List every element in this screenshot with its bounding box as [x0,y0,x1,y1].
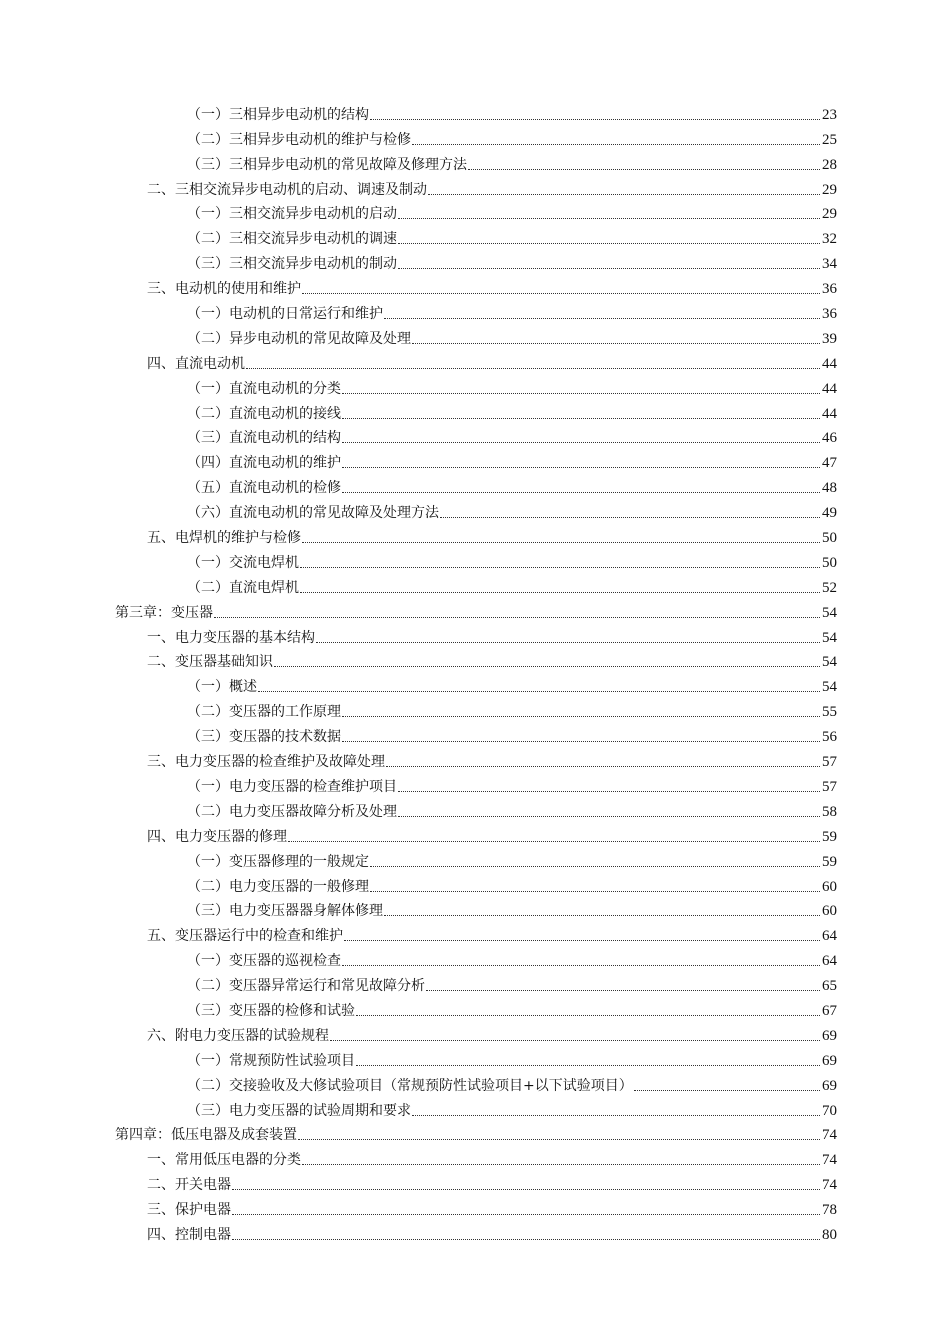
toc-entry-title: （一）三相交流异步电动机的启动 [187,206,397,223]
toc-entry-title: （三）变压器的技术数据 [187,729,341,746]
dot-leader [370,866,820,867]
toc-entry-page-number: 80 [822,1226,837,1243]
dot-leader [232,1239,820,1240]
toc-entry-page-number: 69 [822,1077,837,1094]
dot-leader [398,243,820,244]
toc-entry-title: （三）电力变压器的试验周期和要求 [187,1102,411,1119]
toc-entry-page-number: 44 [822,380,837,397]
toc-entry[interactable] [0,797,837,822]
toc-entry[interactable] [0,1021,837,1046]
toc-entry-title: 四、控制电器 [147,1226,231,1243]
toc-entry[interactable] [0,772,837,797]
toc-entry-page-number: 57 [822,778,837,795]
dot-leader [302,293,820,294]
toc-entry[interactable] [0,175,837,200]
toc-entry[interactable] [0,548,837,573]
toc-entry-page-number: 65 [822,978,837,995]
toc-entry[interactable] [0,349,837,374]
toc-entry-title: （一）三相异步电动机的结构 [187,106,369,123]
toc-entry-title: 二、变压器基础知识 [147,654,273,671]
dot-leader [356,1065,820,1066]
toc-entry-page-number: 58 [822,803,837,820]
toc-entry-page-number: 56 [822,729,837,746]
toc-entry-page-number: 23 [822,106,837,123]
toc-entry-title: 二、开关电器 [147,1177,231,1194]
toc-entry-page-number: 60 [822,878,837,895]
dot-leader [298,1139,820,1140]
toc-entry[interactable] [0,996,837,1021]
toc-entry-title: （二）三相交流异步电动机的调速 [187,231,397,248]
dot-leader [288,841,820,842]
toc-entry-page-number: 59 [822,828,837,845]
toc-entry-title: 二、三相交流异步电动机的启动、调速及制动 [147,181,427,198]
dot-leader [300,567,820,568]
toc-entry-title: （一）概述 [187,679,257,696]
toc-entry-page-number: 57 [822,754,837,771]
toc-entry-page-number: 28 [822,156,837,173]
toc-entry-page-number: 36 [822,306,837,323]
dot-leader [370,891,820,892]
dot-leader [342,442,820,443]
toc-entry[interactable] [0,299,837,324]
toc-entry-title: （三）三相交流异步电动机的制动 [187,256,397,273]
toc-entry-page-number: 54 [822,604,837,621]
dot-leader [412,343,820,344]
toc-entry[interactable] [0,523,837,548]
dot-leader [258,691,820,692]
toc-entry[interactable] [0,1170,837,1195]
toc-entry-title: （三）三相异步电动机的常见故障及修理方法 [187,156,467,173]
toc-entry[interactable] [0,100,837,125]
toc-entry-page-number: 69 [822,1052,837,1069]
dot-leader [342,716,820,717]
toc-entry[interactable] [0,200,837,225]
dot-leader [316,642,820,643]
toc-entry-title: 一、电力变压器的基本结构 [147,629,315,646]
toc-entry[interactable] [0,697,837,722]
toc-entry[interactable] [0,125,837,150]
toc-entry-title: 四、直流电动机 [147,355,245,372]
toc-entry-title: （三）直流电动机的结构 [187,430,341,447]
toc-entry-title: （一）电动机的日常运行和维护 [187,306,383,323]
dot-leader [440,517,820,518]
toc-entry-title: 五、变压器运行中的检查和维护 [147,928,343,945]
toc-entry-page-number: 78 [822,1202,837,1219]
toc-entry-title: （一）交流电焊机 [187,554,299,571]
toc-entry-title: （六）直流电动机的常见故障及处理方法 [187,505,439,522]
dot-leader [386,766,820,767]
toc-entry[interactable] [0,1121,837,1146]
toc-entry[interactable] [0,424,837,449]
dot-leader [274,666,820,667]
toc-entry[interactable] [0,897,837,922]
toc-entry-page-number: 64 [822,953,837,970]
toc-entry-page-number: 60 [822,903,837,920]
toc-entry[interactable] [0,1195,837,1220]
toc-entry[interactable] [0,722,837,747]
toc-entry-page-number: 74 [822,1152,837,1169]
dot-leader [232,1189,820,1190]
toc-entry-title: （三）变压器的检修和试验 [187,1002,355,1019]
toc-entry-page-number: 70 [822,1102,837,1119]
toc-entry-title: 六、附电力变压器的试验规程 [147,1027,329,1044]
toc-entry-page-number: 64 [822,928,837,945]
toc-entry-page-number: 52 [822,579,837,596]
dot-leader [330,1040,820,1041]
toc-entry-page-number: 47 [822,455,837,472]
toc-entry[interactable] [0,150,837,175]
toc-entry[interactable] [0,324,837,349]
toc-entry[interactable] [0,374,837,399]
toc-entry[interactable] [0,249,837,274]
toc-entry-page-number: 59 [822,853,837,870]
toc-entry-page-number: 67 [822,1002,837,1019]
toc-entry-page-number: 29 [822,181,837,198]
dot-leader [344,940,820,941]
toc-entry[interactable] [0,448,837,473]
dot-leader [356,1015,820,1016]
toc-entry-title: （二）三相异步电动机的维护与检修 [187,131,411,148]
toc-entry-title: （一）常规预防性试验项目 [187,1052,355,1069]
dot-leader [384,318,820,319]
toc-entry[interactable] [0,822,837,847]
toc-entry-page-number: 36 [822,281,837,298]
dot-leader [246,368,820,369]
toc-entry[interactable] [0,1145,837,1170]
toc-entry-title: 三、电动机的使用和维护 [147,281,301,298]
toc-entry-title: （二）直流电动机的接线 [187,405,341,422]
dot-leader [342,418,820,419]
toc-entry[interactable] [0,971,837,996]
dot-leader [342,741,820,742]
toc-entry-title: （五）直流电动机的检修 [187,480,341,497]
toc-entry[interactable] [0,573,837,598]
toc-entry-page-number: 25 [822,131,837,148]
dot-leader [426,990,820,991]
toc-entry-page-number: 29 [822,206,837,223]
toc-entry-page-number: 34 [822,256,837,273]
toc-entry-page-number: 50 [822,554,837,571]
toc-entry-title: （二）交接验收及大修试验项目（常规预防性试验项目+以下试验项目） [187,1077,633,1094]
toc-entry[interactable] [0,399,837,424]
toc-entry-page-number: 44 [822,405,837,422]
toc-entry-title: （二）变压器的工作原理 [187,704,341,721]
toc-entry-title: （四）直流电动机的维护 [187,455,341,472]
dot-leader [214,617,820,618]
dot-leader [232,1214,820,1215]
toc-entry[interactable] [0,648,837,673]
dot-leader [398,791,820,792]
dot-leader [412,144,820,145]
dot-leader [342,393,820,394]
toc-entry[interactable] [0,1071,837,1096]
toc-entry-title: （二）异步电动机的常见故障及处理 [187,330,411,347]
toc-entry-page-number: 54 [822,679,837,696]
toc-entry-title: （三）电力变压器器身解体修理 [187,903,383,920]
toc-entry-title: （二）变压器异常运行和常见故障分析 [187,978,425,995]
dot-leader [342,965,820,966]
toc-entry[interactable] [0,473,837,498]
toc-entry-title: （一）变压器的巡视检查 [187,953,341,970]
toc-entry-page-number: 44 [822,355,837,372]
dot-leader [634,1090,820,1091]
toc-entry-page-number: 39 [822,330,837,347]
toc-entry-title: （一）直流电动机的分类 [187,380,341,397]
dot-leader [370,119,820,120]
toc-entry[interactable] [0,498,837,523]
toc-entry-title: （一）变压器修理的一般规定 [187,853,369,870]
dot-leader [300,592,820,593]
toc-entry[interactable] [0,1220,837,1245]
dot-leader [468,169,820,170]
toc-entry-title: 第三章：变压器 [115,604,213,621]
toc-entry-page-number: 74 [822,1127,837,1144]
toc-entry-title: （二）直流电焊机 [187,579,299,596]
toc-entry-page-number: 54 [822,654,837,671]
toc-entry-title: （一）电力变压器的检查维护项目 [187,778,397,795]
toc-entry[interactable] [0,672,837,697]
toc-entry-page-number: 74 [822,1177,837,1194]
toc-entry[interactable] [0,274,837,299]
toc-entry[interactable] [0,872,837,897]
toc-entry[interactable] [0,598,837,623]
toc-entry-page-number: 69 [822,1027,837,1044]
toc-entry-page-number: 49 [822,505,837,522]
toc-entry[interactable] [0,1096,837,1121]
toc-entry-page-number: 55 [822,704,837,721]
table-of-contents [0,100,950,1245]
toc-entry[interactable] [0,946,837,971]
dot-leader [302,1164,820,1165]
dot-leader [398,268,820,269]
toc-entry-page-number: 46 [822,430,837,447]
dot-leader [302,542,820,543]
toc-entry-title: 三、电力变压器的检查维护及故障处理 [147,754,385,771]
toc-entry[interactable] [0,224,837,249]
toc-entry[interactable] [0,847,837,872]
dot-leader [342,492,820,493]
dot-leader [412,1115,820,1116]
toc-entry[interactable] [0,623,837,648]
dot-leader [384,915,820,916]
dot-leader [342,467,820,468]
toc-entry-title: 三、保护电器 [147,1202,231,1219]
toc-entry-title: （二）电力变压器的一般修理 [187,878,369,895]
toc-entry-page-number: 48 [822,480,837,497]
toc-entry[interactable] [0,747,837,772]
toc-entry-title: 五、电焊机的维护与检修 [147,530,301,547]
toc-entry-page-number: 50 [822,530,837,547]
toc-entry-title: 第四章：低压电器及成套装置 [115,1127,297,1144]
dot-leader [428,194,820,195]
toc-entry-title: （二）电力变压器故障分析及处理 [187,803,397,820]
toc-entry-title: 四、电力变压器的修理 [147,828,287,845]
toc-entry-title: 一、常用低压电器的分类 [147,1152,301,1169]
toc-entry-page-number: 32 [822,231,837,248]
dot-leader [398,218,820,219]
toc-entry[interactable] [0,1046,837,1071]
toc-entry-page-number: 54 [822,629,837,646]
dot-leader [398,816,820,817]
toc-entry[interactable] [0,921,837,946]
